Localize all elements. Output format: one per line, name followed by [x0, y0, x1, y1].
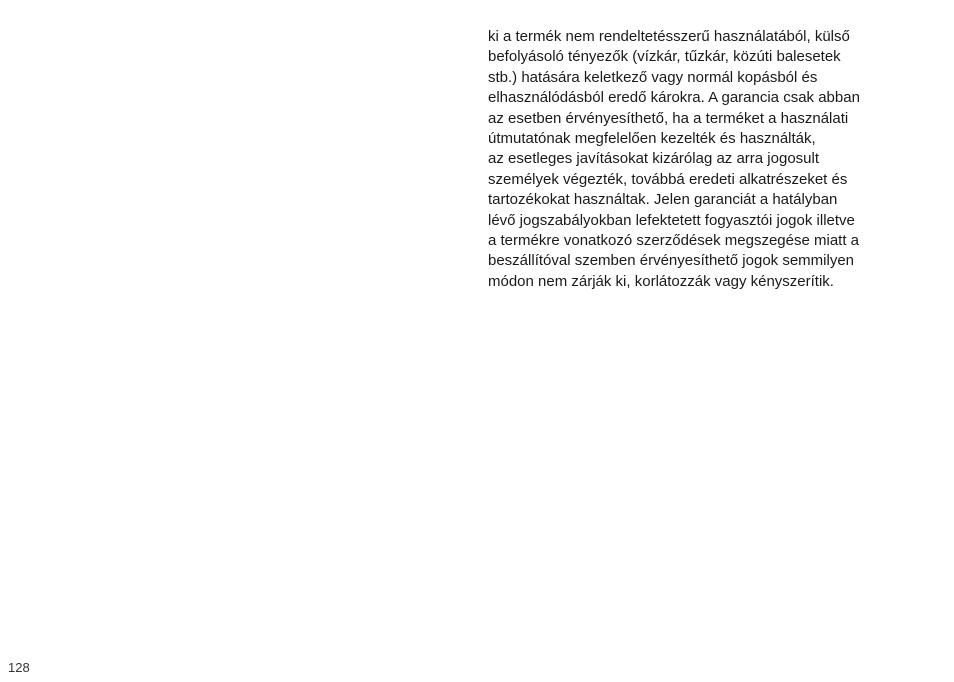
text-line: befolyásoló tényezők (vízkár, tűzkár, közúti balesetek [488, 48, 841, 66]
text-line: elhasználódásból eredő károkra. A garancia csak abban [488, 89, 860, 107]
text-line: tartozékokat használtak. Jelen garanciát a hatályban [488, 191, 838, 209]
text-line: stb.) hatására keletkező vagy normál kopásból és [488, 68, 818, 86]
warranty-text-block [488, 27, 928, 292]
text-line: beszállítóval szemben érvényesíthető jogok semmilyen [488, 252, 855, 270]
text-line: az esetleges javításokat kizárólag az arra jogosult [488, 150, 820, 168]
text-line: ki a termék nem rendeltetésszerű használatából, külső [488, 28, 850, 45]
text-line: személyek végezték, továbbá eredeti alkatrészeket és [488, 170, 848, 188]
text-line: útmutatónak megfelelően kezelték és használták, [488, 130, 816, 148]
text-line: módon nem zárják ki, korlátozzák vagy kényszerítik. [488, 272, 834, 290]
text-line: az esetben érvényesíthető, ha a terméket a használati [488, 109, 849, 127]
text-line: a termékre vonatkozó szerződések megszegése miatt a [488, 232, 860, 250]
page-number: 128 [8, 660, 30, 675]
text-line: lévő jogszabályokban lefektetett fogyasztói jogok illetve [488, 211, 855, 229]
